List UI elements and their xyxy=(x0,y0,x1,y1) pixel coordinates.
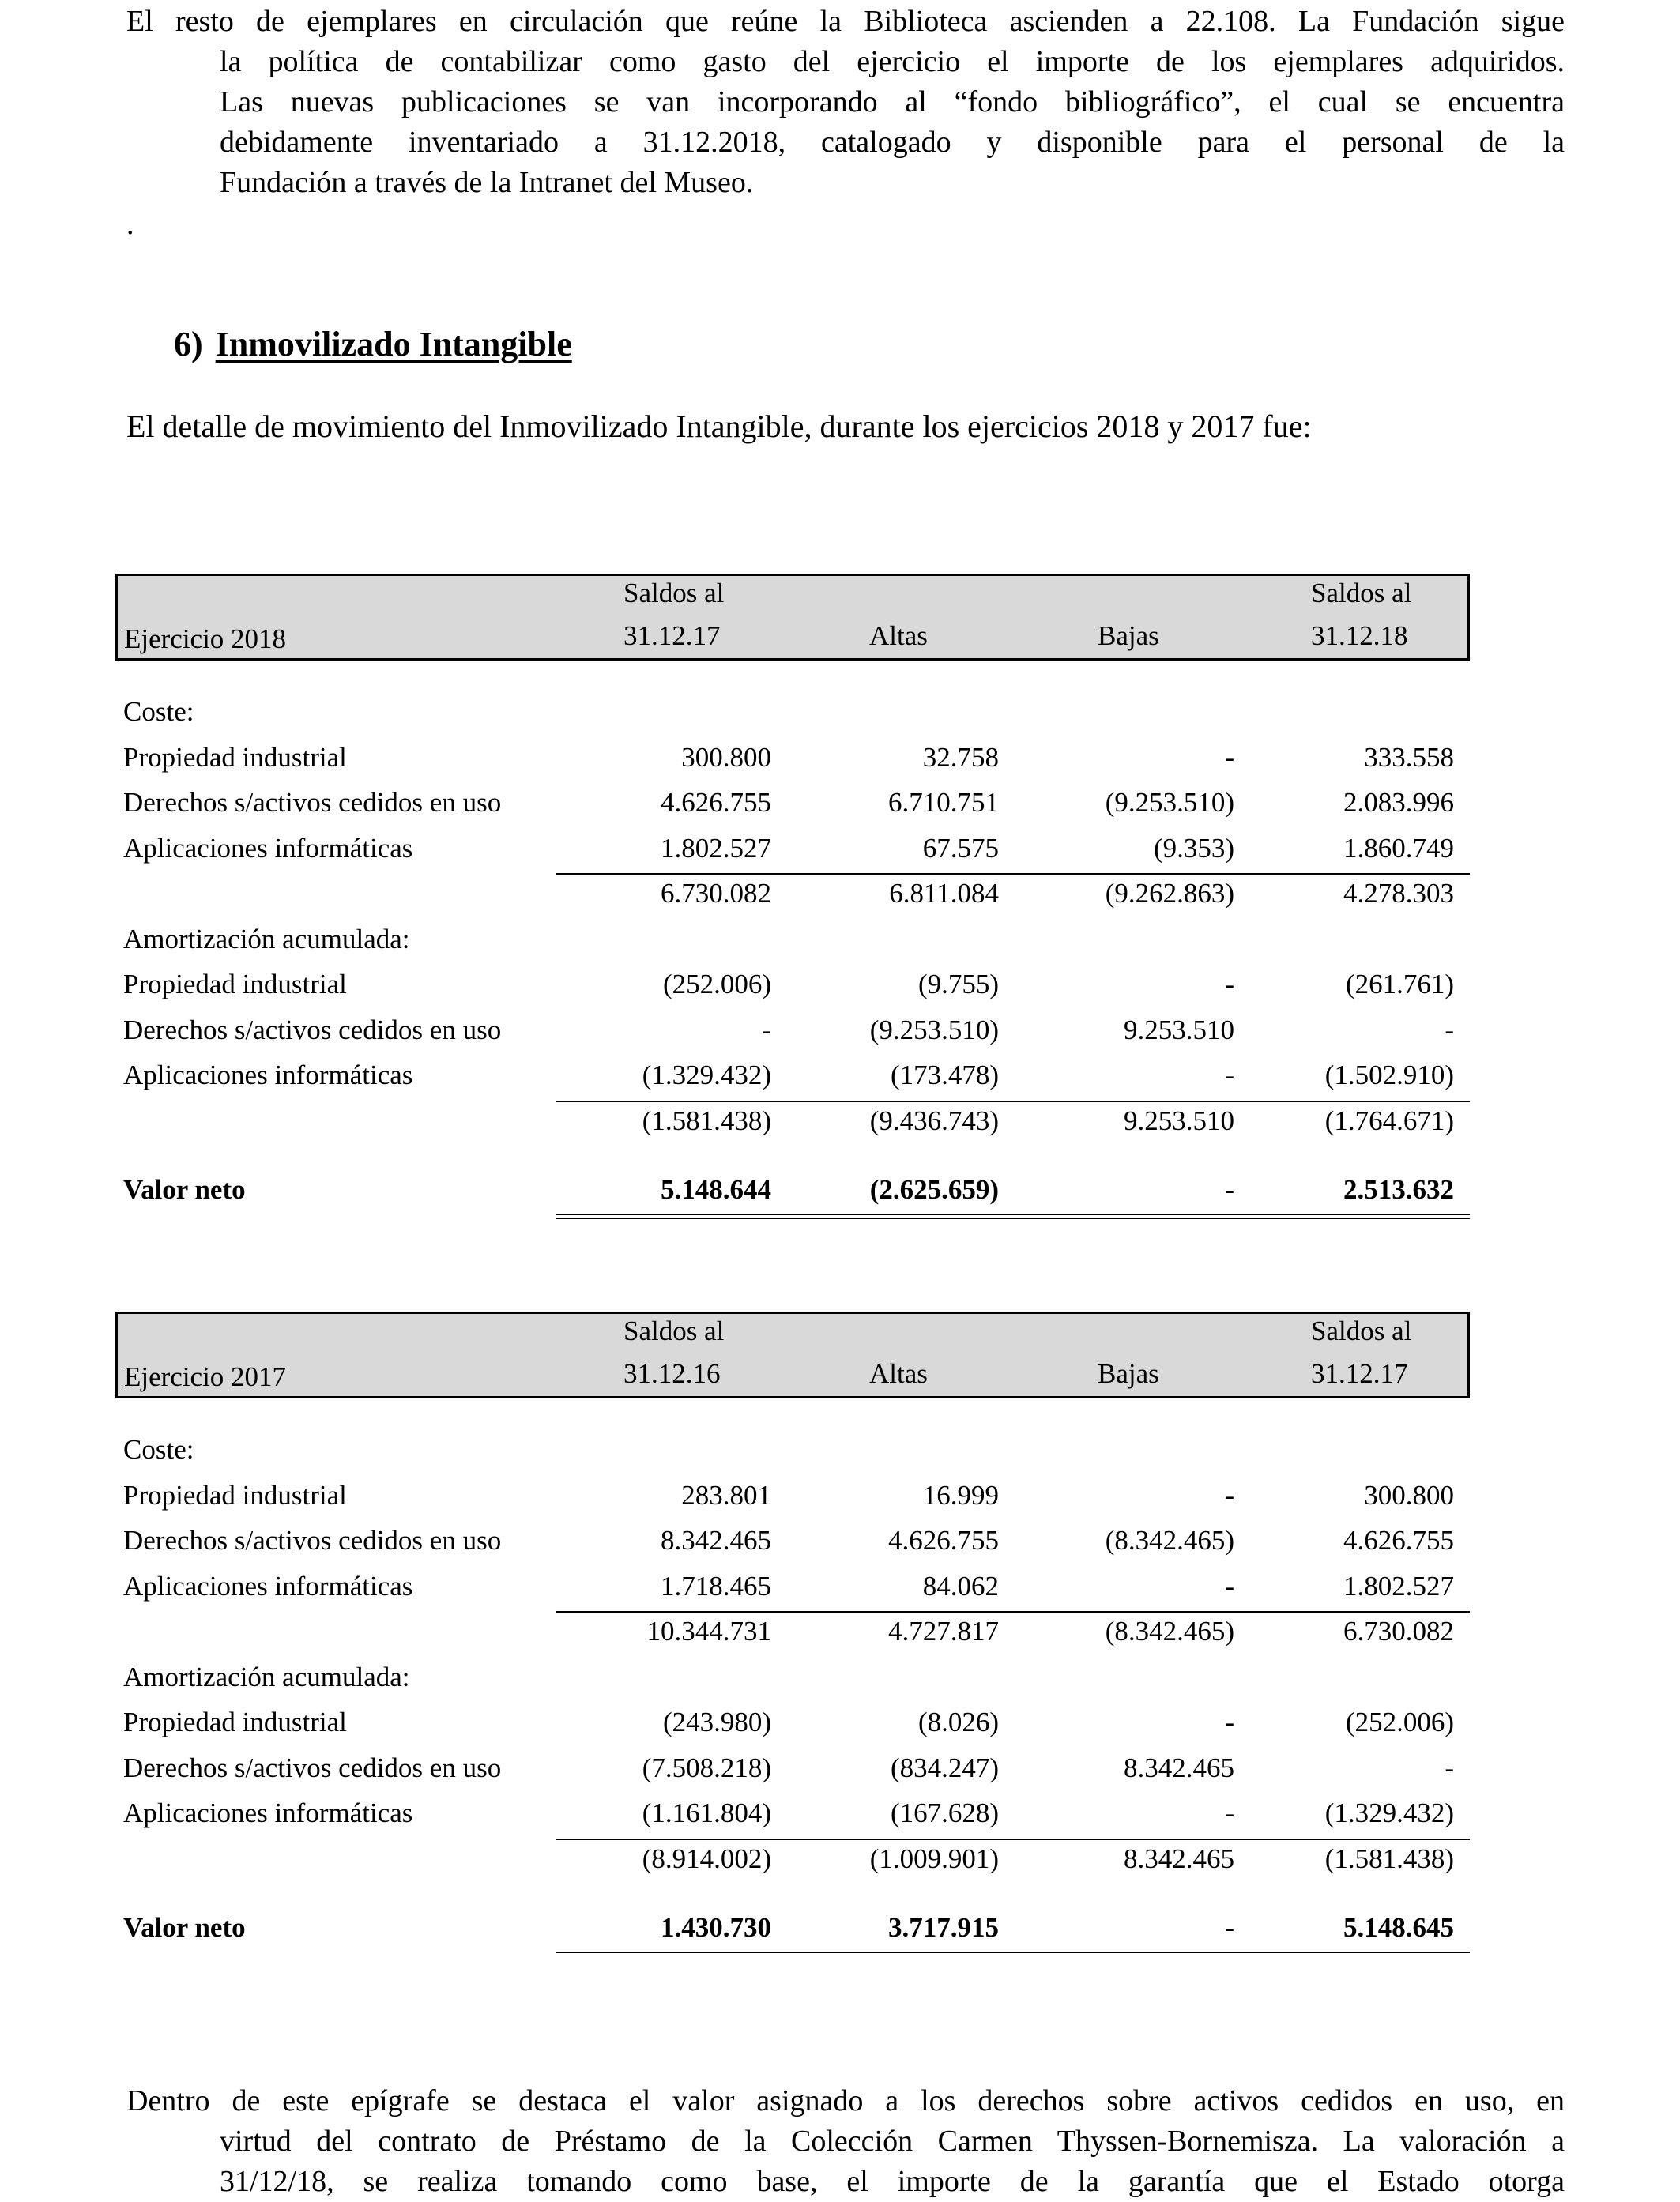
row-value: 333.558 xyxy=(1364,741,1454,773)
row-value: 16.999 xyxy=(922,1479,999,1511)
row-value: (9.353) xyxy=(1153,832,1234,864)
subtotal-value: (8.342.465) xyxy=(1105,1616,1234,1647)
intro-sentence: El detalle de movimiento del Inmovilizado Intangible, durante los ejercicios 2018 y 2017 fue: xyxy=(126,408,1312,444)
subtotal-rule xyxy=(556,873,1470,875)
row-value: (834.247) xyxy=(890,1752,999,1783)
row-value: (1.329.432) xyxy=(642,1060,771,1090)
top-paragraph xyxy=(126,2,1565,203)
row-value: (252.006) xyxy=(1345,1707,1454,1737)
row-label: Derechos s/activos cedidos en uso xyxy=(123,1525,502,1556)
row-value: - xyxy=(1225,1570,1234,1602)
row-value: - xyxy=(1225,969,1234,999)
row-value: - xyxy=(1225,1060,1234,1090)
valor-neto-value: 5.148.645 xyxy=(1343,1912,1454,1943)
row-label: Aplicaciones informáticas xyxy=(123,832,413,864)
amortizacion-label: Amortización acumulada: xyxy=(123,923,410,954)
subtotal-value: (1.581.438) xyxy=(642,1105,771,1136)
row-label: Propiedad industrial xyxy=(123,741,347,773)
row-value: (243.980) xyxy=(662,1707,771,1737)
subtotal-value: 4.727.817 xyxy=(888,1616,999,1647)
header-col1-line1: Saldos al xyxy=(623,578,725,608)
row-value: - xyxy=(762,1014,771,1045)
row-value: 300.800 xyxy=(1364,1479,1454,1511)
subtotal-rule xyxy=(556,1611,1470,1613)
header-col3: Bajas xyxy=(1098,1358,1159,1389)
row-value: (9.253.510) xyxy=(869,1014,999,1045)
valor-neto-value: - xyxy=(1225,1912,1234,1943)
row-value: 9.253.510 xyxy=(1124,1014,1234,1045)
table-header xyxy=(115,574,1470,661)
paragraph-line: El resto de ejemplares en circulación que reúne la Biblioteca ascienden a 22.108. La Fundación sigue xyxy=(126,5,1565,38)
valor-neto-value: 2.513.632 xyxy=(1343,1174,1454,1205)
valor-neto-rule xyxy=(556,1952,1470,1953)
header-col4-line1: Saldos al xyxy=(1311,1316,1412,1346)
row-value: - xyxy=(1225,741,1234,773)
subtotal-value: 10.344.731 xyxy=(646,1616,771,1647)
row-value: (9.253.510) xyxy=(1105,787,1234,818)
row-value: (167.628) xyxy=(890,1797,999,1828)
subtotal-value: 8.342.465 xyxy=(1124,1843,1234,1874)
row-label: Aplicaciones informáticas xyxy=(123,1570,413,1602)
row-value: 1.718.465 xyxy=(661,1570,771,1602)
valor-neto-label: Valor neto xyxy=(123,1174,246,1205)
subtotal-value: (9.262.863) xyxy=(1105,878,1234,909)
row-value: 283.801 xyxy=(681,1479,771,1511)
subtotal-value: 6.730.082 xyxy=(661,878,771,909)
header-col1-line1: Saldos al xyxy=(623,1316,725,1346)
valor-neto-label: Valor neto xyxy=(123,1912,246,1943)
row-label: Derechos s/activos cedidos en uso xyxy=(123,1752,502,1783)
row-value: 1.802.527 xyxy=(661,832,771,864)
row-label: Propiedad industrial xyxy=(123,1707,347,1737)
valor-neto-value: 3.717.915 xyxy=(888,1912,999,1943)
table-header xyxy=(115,1312,1470,1398)
paragraph-line: debidamente inventariado a 31.12.2018, catalogado y disponible para el personal de la xyxy=(220,126,1565,159)
row-label: Aplicaciones informáticas xyxy=(123,1060,413,1090)
row-value: 4.626.755 xyxy=(661,787,771,818)
row-value: 2.083.996 xyxy=(1343,787,1454,818)
row-value: 84.062 xyxy=(922,1570,999,1602)
row-value: 1.802.527 xyxy=(1343,1570,1454,1602)
subtotal-value: (1.009.901) xyxy=(869,1843,999,1874)
amortizacion-label: Amortización acumulada: xyxy=(123,1661,410,1692)
row-value: 8.342.465 xyxy=(1124,1752,1234,1783)
header-col3: Bajas xyxy=(1098,620,1159,651)
paragraph-line: Dentro de este epígrafe se destaca el valor asignado a los derechos sobre activos cedidos en uso, en xyxy=(126,2084,1565,2117)
subtotal-value: 9.253.510 xyxy=(1124,1105,1234,1136)
row-value: - xyxy=(1445,1014,1454,1045)
row-value: 300.800 xyxy=(681,741,771,773)
subtotal-rule xyxy=(556,1101,1470,1102)
subtotal-value: (1.581.438) xyxy=(1324,1843,1454,1874)
row-value: (1.502.910) xyxy=(1324,1060,1454,1090)
row-value: 32.758 xyxy=(922,741,999,773)
row-value: - xyxy=(1225,1479,1234,1511)
header-col2: Altas xyxy=(869,620,928,651)
row-value: (7.508.218) xyxy=(642,1752,771,1783)
row-value: 4.626.755 xyxy=(1343,1525,1454,1556)
row-label: Aplicaciones informáticas xyxy=(123,1797,413,1828)
row-value: (8.342.465) xyxy=(1105,1525,1234,1556)
stray-dot: . xyxy=(126,208,134,241)
valor-neto-value: 1.430.730 xyxy=(661,1912,771,1943)
header-col4-line2: 31.12.17 xyxy=(1311,1358,1408,1389)
row-value: (173.478) xyxy=(890,1060,999,1090)
subtotal-value: (8.914.002) xyxy=(642,1843,771,1874)
section-number: 6) xyxy=(174,325,203,363)
section-title: Inmovilizado Intangible xyxy=(215,325,572,363)
header-col2: Altas xyxy=(869,1358,928,1389)
row-value: (261.761) xyxy=(1345,969,1454,999)
row-value: 1.860.749 xyxy=(1343,832,1454,864)
paragraph-line: virtud del contrato de Préstamo de la Colección Carmen Thyssen-Bornemisza. La valoración a xyxy=(220,2125,1565,2158)
row-value: - xyxy=(1225,1707,1234,1737)
row-label: Propiedad industrial xyxy=(123,1479,347,1511)
coste-label: Coste: xyxy=(123,1434,194,1465)
row-label: Propiedad industrial xyxy=(123,969,347,999)
row-value: (9.755) xyxy=(917,969,999,999)
row-value: (1.161.804) xyxy=(642,1797,771,1828)
row-value: - xyxy=(1445,1752,1454,1783)
valor-neto-value: 5.148.644 xyxy=(661,1174,771,1205)
row-value: (252.006) xyxy=(662,969,771,999)
row-value: 6.710.751 xyxy=(888,787,999,818)
row-label: Derechos s/activos cedidos en uso xyxy=(123,787,502,818)
subtotal-value: 4.278.303 xyxy=(1343,878,1454,909)
row-value: 4.626.755 xyxy=(888,1525,999,1556)
valor-neto-rule xyxy=(556,1214,1470,1219)
subtotal-value: 6.811.084 xyxy=(889,878,999,909)
coste-label: Coste: xyxy=(123,696,194,727)
row-value: - xyxy=(1225,1797,1234,1828)
header-col1-line2: 31.12.17 xyxy=(623,620,721,651)
row-value: 67.575 xyxy=(922,832,999,864)
subtotal-value: 6.730.082 xyxy=(1343,1616,1454,1647)
row-value: 8.342.465 xyxy=(661,1525,771,1556)
header-col4-line2: 31.12.18 xyxy=(1311,620,1408,651)
subtotal-rule xyxy=(556,1839,1470,1840)
paragraph-line: Las nuevas publicaciones se van incorporando al “fondo bibliográfico”, el cual se encuentra xyxy=(220,85,1565,119)
header-col4-line1: Saldos al xyxy=(1311,578,1412,608)
valor-neto-value: - xyxy=(1225,1174,1234,1205)
subtotal-value: (1.764.671) xyxy=(1324,1105,1454,1136)
paragraph-line: Fundación a través de la Intranet del Museo. xyxy=(220,166,754,199)
header-label: Ejercicio 2017 xyxy=(124,1361,287,1392)
row-value: (1.329.432) xyxy=(1324,1797,1454,1828)
row-value: (8.026) xyxy=(917,1707,999,1737)
bottom-paragraph xyxy=(126,2081,1565,2202)
header-col1-line2: 31.12.16 xyxy=(623,1358,721,1389)
valor-neto-value: (2.625.659) xyxy=(869,1174,999,1205)
paragraph-line: la política de contabilizar como gasto del ejercicio el importe de los ejemplares adquiridos. xyxy=(220,45,1565,78)
paragraph-line: 31/12/18, se realiza tomando como base, el importe de la garantía que el Estado otorga xyxy=(220,2165,1565,2198)
subtotal-value: (9.436.743) xyxy=(869,1105,999,1136)
section-heading xyxy=(174,324,572,364)
row-label: Derechos s/activos cedidos en uso xyxy=(123,1014,502,1045)
header-label: Ejercicio 2018 xyxy=(124,623,287,654)
